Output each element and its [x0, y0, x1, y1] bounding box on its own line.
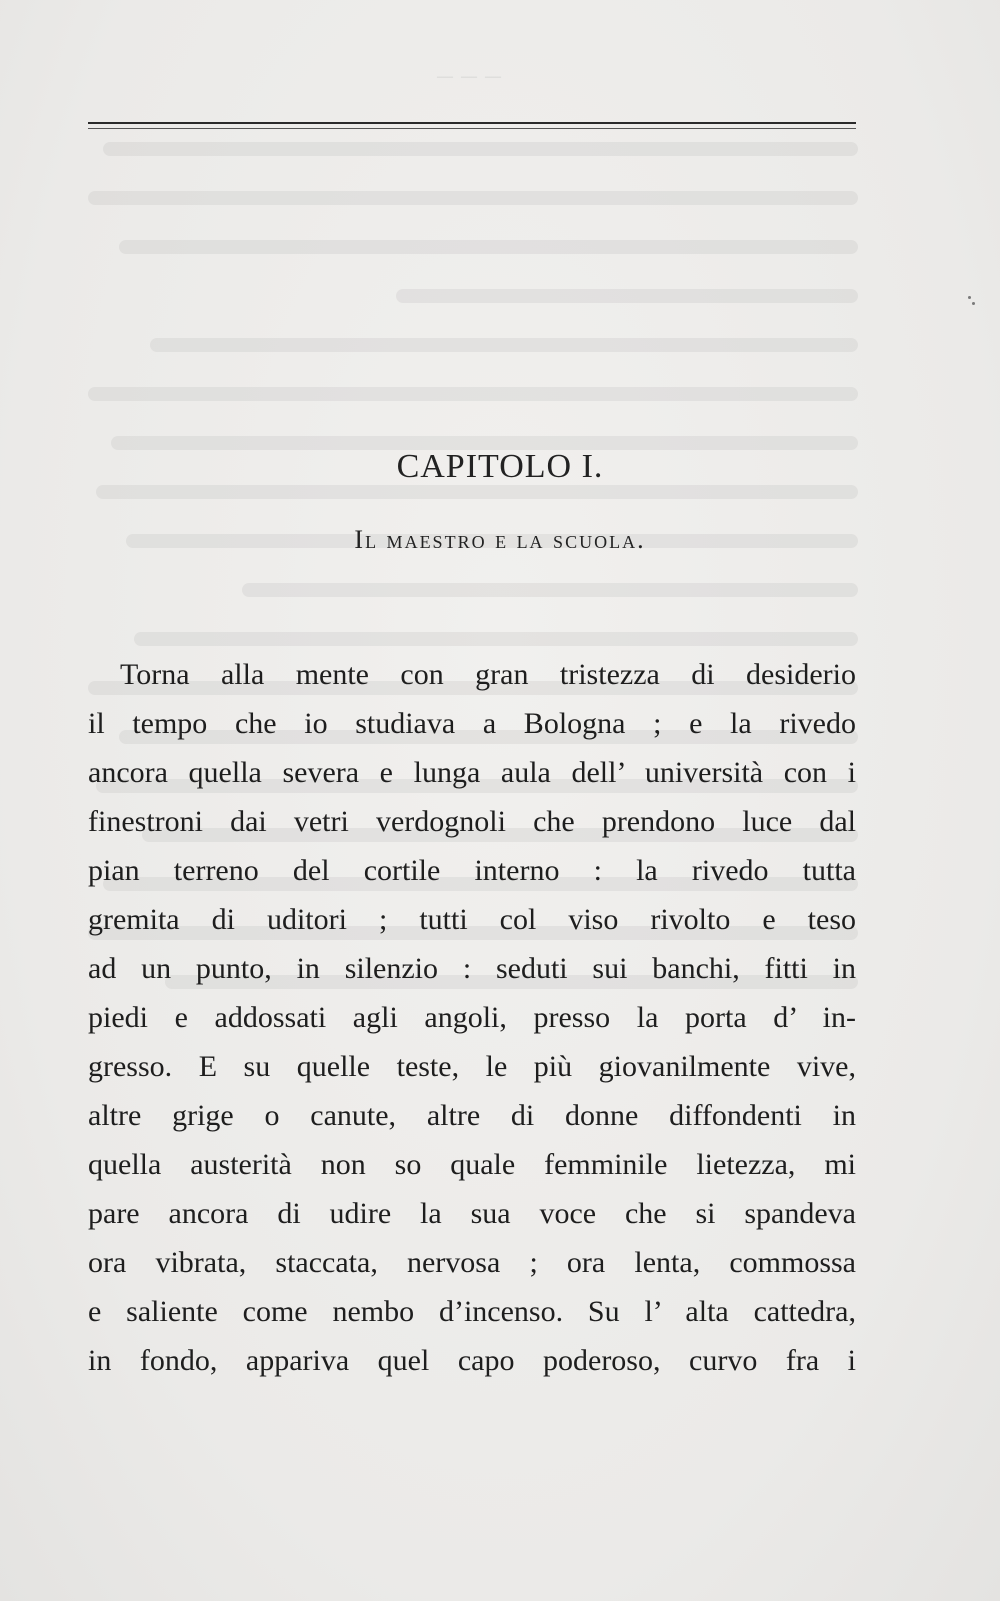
text-line: gresso. E su quelle teste, le più giovanilmente vive, — [88, 1050, 856, 1083]
text-line: Torna alla mente con gran tristezza di desiderio — [120, 658, 856, 691]
text-line: gremita di uditori ; tutti col viso rivolto e teso — [88, 903, 856, 936]
text-line: e saliente come nembo d’incenso. Su l’ alta cattedra, — [88, 1295, 856, 1328]
header-rule-thin — [88, 128, 856, 129]
text-line: piedi e addossati agli angoli, presso la porta d’ in- — [88, 1001, 856, 1034]
chapter-title: CAPITOLO I. — [396, 448, 604, 485]
text-line: ancora quella severa e lunga aula dell’ università con i — [88, 756, 856, 789]
faded-running-head: — — — — [437, 68, 503, 85]
text-line: altre grige o canute, altre di donne diffondenti in — [88, 1099, 856, 1132]
text-line: finestroni dai vetri verdognoli che prendono luce dal — [88, 805, 856, 838]
chapter-subtitle: Il maestro e la scuola. — [354, 525, 646, 554]
text-line: ora vibrata, staccata, nervosa ; ora lenta, commossa — [88, 1246, 856, 1279]
text-line: ad un punto, in silenzio : seduti sui banchi, fitti in — [88, 952, 856, 985]
header-rule — [88, 122, 856, 124]
body-paragraph — [88, 650, 856, 1385]
text-line: in fondo, appariva quel capo poderoso, curvo fra i — [88, 1344, 856, 1377]
paper-speck — [972, 302, 975, 305]
paper-speck — [968, 296, 971, 299]
text-line: pare ancora di udire la sua voce che si spandeva — [88, 1197, 856, 1230]
text-line: pian terreno del cortile interno : la rivedo tutta — [88, 854, 856, 887]
text-line: quella austerità non so quale femminile lietezza, mi — [88, 1148, 856, 1181]
text-line: il tempo che io studiava a Bologna ; e la rivedo — [88, 707, 856, 740]
